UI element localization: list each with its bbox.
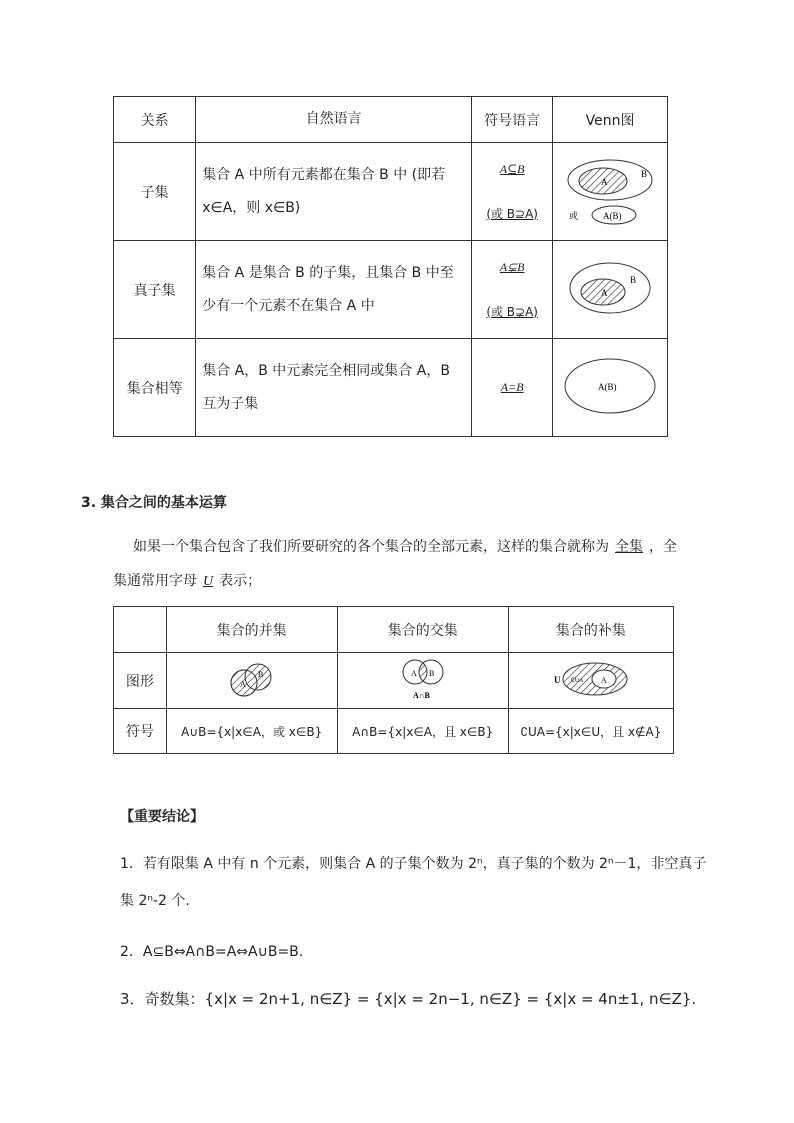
symbol-cell <box>472 339 553 437</box>
table-row <box>114 339 668 437</box>
row-label: 图形 <box>114 653 167 709</box>
intersection-diagram-cell <box>337 653 508 709</box>
table-header-row <box>114 607 674 653</box>
symbol-alt: (或 B⊋A) <box>486 304 538 319</box>
universal-set-paragraph <box>113 530 678 599</box>
symbol-main: A⊊B <box>499 259 525 274</box>
venn-label-b: B <box>257 669 264 679</box>
venn-label: A(B) <box>598 381 617 392</box>
venn-label-a: A <box>601 287 608 298</box>
table-row <box>114 653 674 709</box>
venn-label-b: B <box>641 168 648 179</box>
table-row <box>114 241 668 339</box>
venn-label-b: B <box>630 274 637 285</box>
paragraph-text: 表示； <box>219 573 262 589</box>
venn-label-a: A <box>239 679 246 689</box>
symbol-main: A⊆B <box>499 161 525 176</box>
header-venn: Venn图 <box>553 97 668 143</box>
complement-diagram-cell <box>508 653 673 709</box>
table-row <box>114 709 674 754</box>
venn-alt-label: A(B) <box>603 210 622 221</box>
venn-label-a: A <box>601 176 608 187</box>
relation-cell: 真子集 <box>114 241 196 339</box>
conclusions-title: 【重要结论】 <box>120 809 204 825</box>
venn-label-a: A <box>600 675 607 685</box>
paragraph-text: 如果一个集合包含了我们所要研究的各个集合的全部元素，这样的集合就称为 <box>133 539 609 555</box>
conclusion-item-1-line-1: 1．若有限集 A 中有 n 个元素，则集合 A 的子集个数为 2ⁿ，真子集的个数为 2ⁿ－1，非空真子 <box>120 856 707 872</box>
relation-cell: 集合相等 <box>114 339 196 437</box>
header-empty <box>114 607 167 653</box>
section-heading: 3. 集合之间的基本运算 <box>81 495 227 511</box>
symbol-cell <box>472 143 553 241</box>
venn-cell <box>553 339 668 437</box>
subset-venn-diagram <box>555 150 665 230</box>
proper-subset-venn-diagram <box>560 253 660 323</box>
header-symbol-language: 符号语言 <box>472 97 553 143</box>
blank-answer: 全集 <box>615 539 643 555</box>
complement-symbol-cell: ∁UA={x|x∈U，且 x∉A} <box>508 709 673 754</box>
venn-label-u: U <box>553 674 561 685</box>
header-union: 集合的并集 <box>166 607 337 653</box>
intersection-symbol-cell: A∩B={x|x∈A，且 x∈B} <box>337 709 508 754</box>
natural-language-cell: 集合 A 中所有元素都在集合 B 中 (即若 x∈A，则 x∈B) <box>196 143 472 241</box>
venn-cell <box>553 241 668 339</box>
conclusion-item-3: 3．奇数集：{x|x = 2n+1, n∈Z} = {x|x = 2n−1, n∈Z} = {x|x = 4n±1, n∈Z}. <box>120 990 697 1008</box>
header-natural-language: 自然语言 <box>196 97 472 143</box>
union-symbol-cell: A∪B={x|x∈A，或 x∈B} <box>166 709 337 754</box>
table-header-row <box>114 97 668 143</box>
header-relation: 关系 <box>114 97 196 143</box>
union-diagram-cell <box>166 653 337 709</box>
symbol-main: A=B <box>500 380 524 394</box>
union-venn-diagram <box>222 659 282 699</box>
header-intersection: 集合的交集 <box>337 607 508 653</box>
intersection-caption: A∩B <box>412 690 430 700</box>
symbol-alt: (或 B⊇A) <box>486 206 538 221</box>
natural-language-cell: 集合 A，B 中元素完全相同或集合 A，B 互为子集 <box>196 339 472 437</box>
conclusion-item-1-line-2: 集 2ⁿ-2 个. <box>120 893 190 909</box>
subset-relations-table <box>113 96 668 437</box>
set-operations-table <box>113 606 674 754</box>
equal-sets-venn-diagram <box>560 351 660 421</box>
table-row <box>114 143 668 241</box>
relation-cell: 子集 <box>114 143 196 241</box>
header-complement: 集合的补集 <box>508 607 673 653</box>
paragraph-text: ，全集通常用字母 <box>113 539 677 589</box>
venn-cell <box>553 143 668 241</box>
row-label: 符号 <box>114 709 167 754</box>
venn-or: 或 <box>569 210 579 221</box>
venn-label-b: B <box>428 668 435 678</box>
intersection-venn-diagram <box>393 654 453 704</box>
blank-answer: U <box>203 574 214 589</box>
conclusion-item-2: 2．A⊆B⇔A∩B=A⇔A∪B=B． <box>120 944 313 960</box>
venn-label-cua: ∁UA <box>570 677 584 684</box>
complement-venn-diagram <box>551 659 631 699</box>
natural-language-cell: 集合 A 是集合 B 的子集，且集合 B 中至少有一个元素不在集合 A 中 <box>196 241 472 339</box>
venn-label-a: A <box>410 668 417 678</box>
symbol-cell <box>472 241 553 339</box>
